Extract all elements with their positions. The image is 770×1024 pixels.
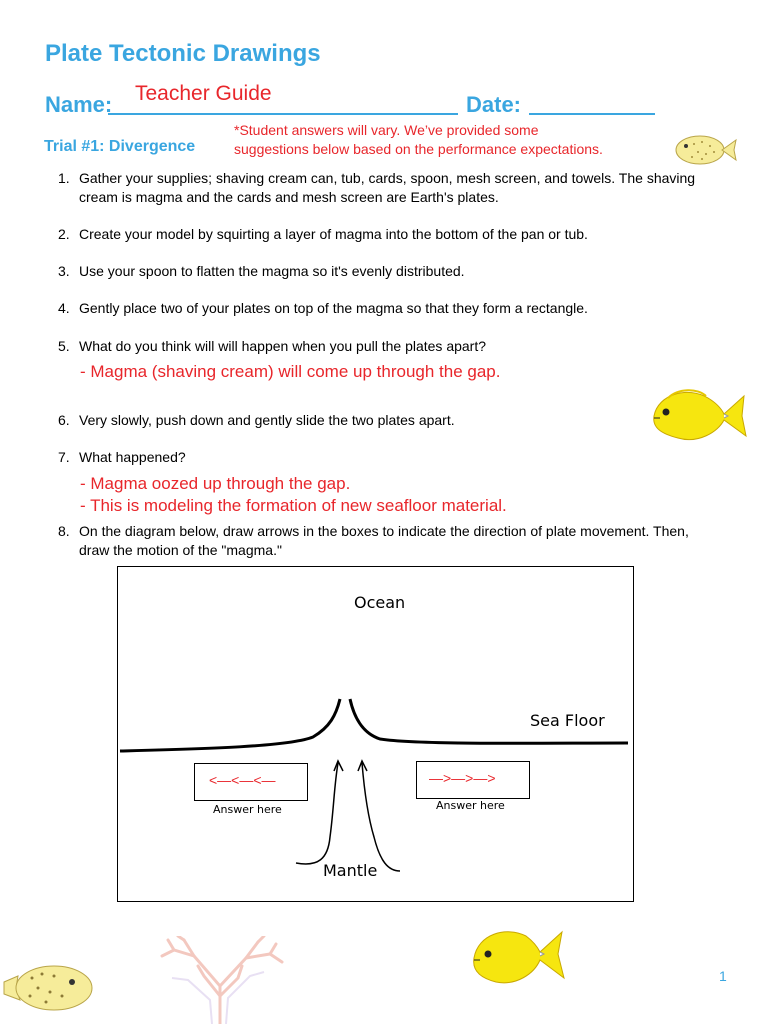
- trial-label: Trial #1: Divergence: [44, 138, 196, 155]
- step-8: [58, 522, 698, 560]
- answer-q7-line-1: - Magma oozed up through the gap.: [80, 474, 351, 493]
- step-text: Create your model by squirting a layer of magma into the bottom of the pan or tub.: [79, 226, 588, 242]
- name-label: Name:: [45, 92, 113, 117]
- name-line: [108, 113, 458, 115]
- step-text: Gently place two of your plates on top of the magma so that they form a rectangle.: [79, 300, 588, 316]
- sea-floor-label: Sea Floor: [530, 711, 605, 730]
- boxfish-icon: [672, 132, 738, 168]
- name-value: Teacher Guide: [135, 82, 272, 105]
- step-number: 8.: [58, 523, 70, 539]
- step-1: [58, 169, 698, 207]
- step-text: Very slowly, push down and gently slide the two plates apart.: [79, 412, 455, 428]
- step-number: 3.: [58, 263, 70, 279]
- right-answer-box[interactable]: [416, 761, 530, 799]
- note-line-1: *Student answers will vary. We’ve provided some: [234, 122, 539, 138]
- yellow-tang-bottom-icon: [470, 922, 566, 990]
- ocean-label: Ocean: [354, 593, 406, 612]
- teacher-note: [234, 121, 654, 159]
- right-answer-caption: Answer here: [436, 799, 505, 812]
- step-6: [58, 411, 698, 430]
- page-title: Plate Tectonic Drawings: [45, 40, 321, 67]
- step-text: What do you think will will happen when you pull the plates apart?: [79, 338, 487, 354]
- step-2: [58, 225, 698, 244]
- page-number: 1: [719, 968, 727, 984]
- note-line-2: suggestions below based on the performance expectations.: [234, 141, 603, 157]
- divergence-diagram: [117, 566, 634, 902]
- date-label: Date:: [466, 92, 522, 117]
- step-text: Use your spoon to flatten the magma so it's evenly distributed.: [79, 263, 465, 279]
- boxfish-bottom-icon: [2, 958, 96, 1018]
- step-number: 2.: [58, 226, 70, 242]
- mantle-label: Mantle: [323, 861, 378, 880]
- step-4: [58, 299, 698, 318]
- step-text: What happened?: [79, 449, 186, 465]
- step-number: 1.: [58, 170, 70, 186]
- step-number: 4.: [58, 300, 70, 316]
- left-answer-box[interactable]: [194, 763, 308, 801]
- step-3: [58, 262, 698, 281]
- answer-q7-line-2: - This is modeling the formation of new seafloor material.: [80, 496, 507, 515]
- right-arrows: —>—>—>: [429, 770, 496, 786]
- answer-q5: - Magma (shaving cream) will come up through the gap.: [80, 362, 501, 381]
- left-arrows: <—<—<—: [209, 772, 276, 788]
- step-text: Gather your supplies; shaving cream can, tub, cards, spoon, mesh screen, and towels. The shaving cream is magma and the cards and mesh screen are Earth's plates.: [79, 170, 696, 205]
- step-7: [58, 448, 698, 467]
- date-line: [529, 113, 655, 115]
- step-5: [58, 337, 698, 356]
- step-number: 5.: [58, 338, 70, 354]
- diagram-lines: [118, 567, 633, 901]
- step-text: On the diagram below, draw arrows in the boxes to indicate the direction of plate movement. Then, draw the motion of the "magma.": [79, 523, 689, 558]
- step-number: 7.: [58, 449, 70, 465]
- coral-icon: [154, 936, 288, 1024]
- step-number: 6.: [58, 412, 70, 428]
- left-answer-caption: Answer here: [213, 803, 282, 816]
